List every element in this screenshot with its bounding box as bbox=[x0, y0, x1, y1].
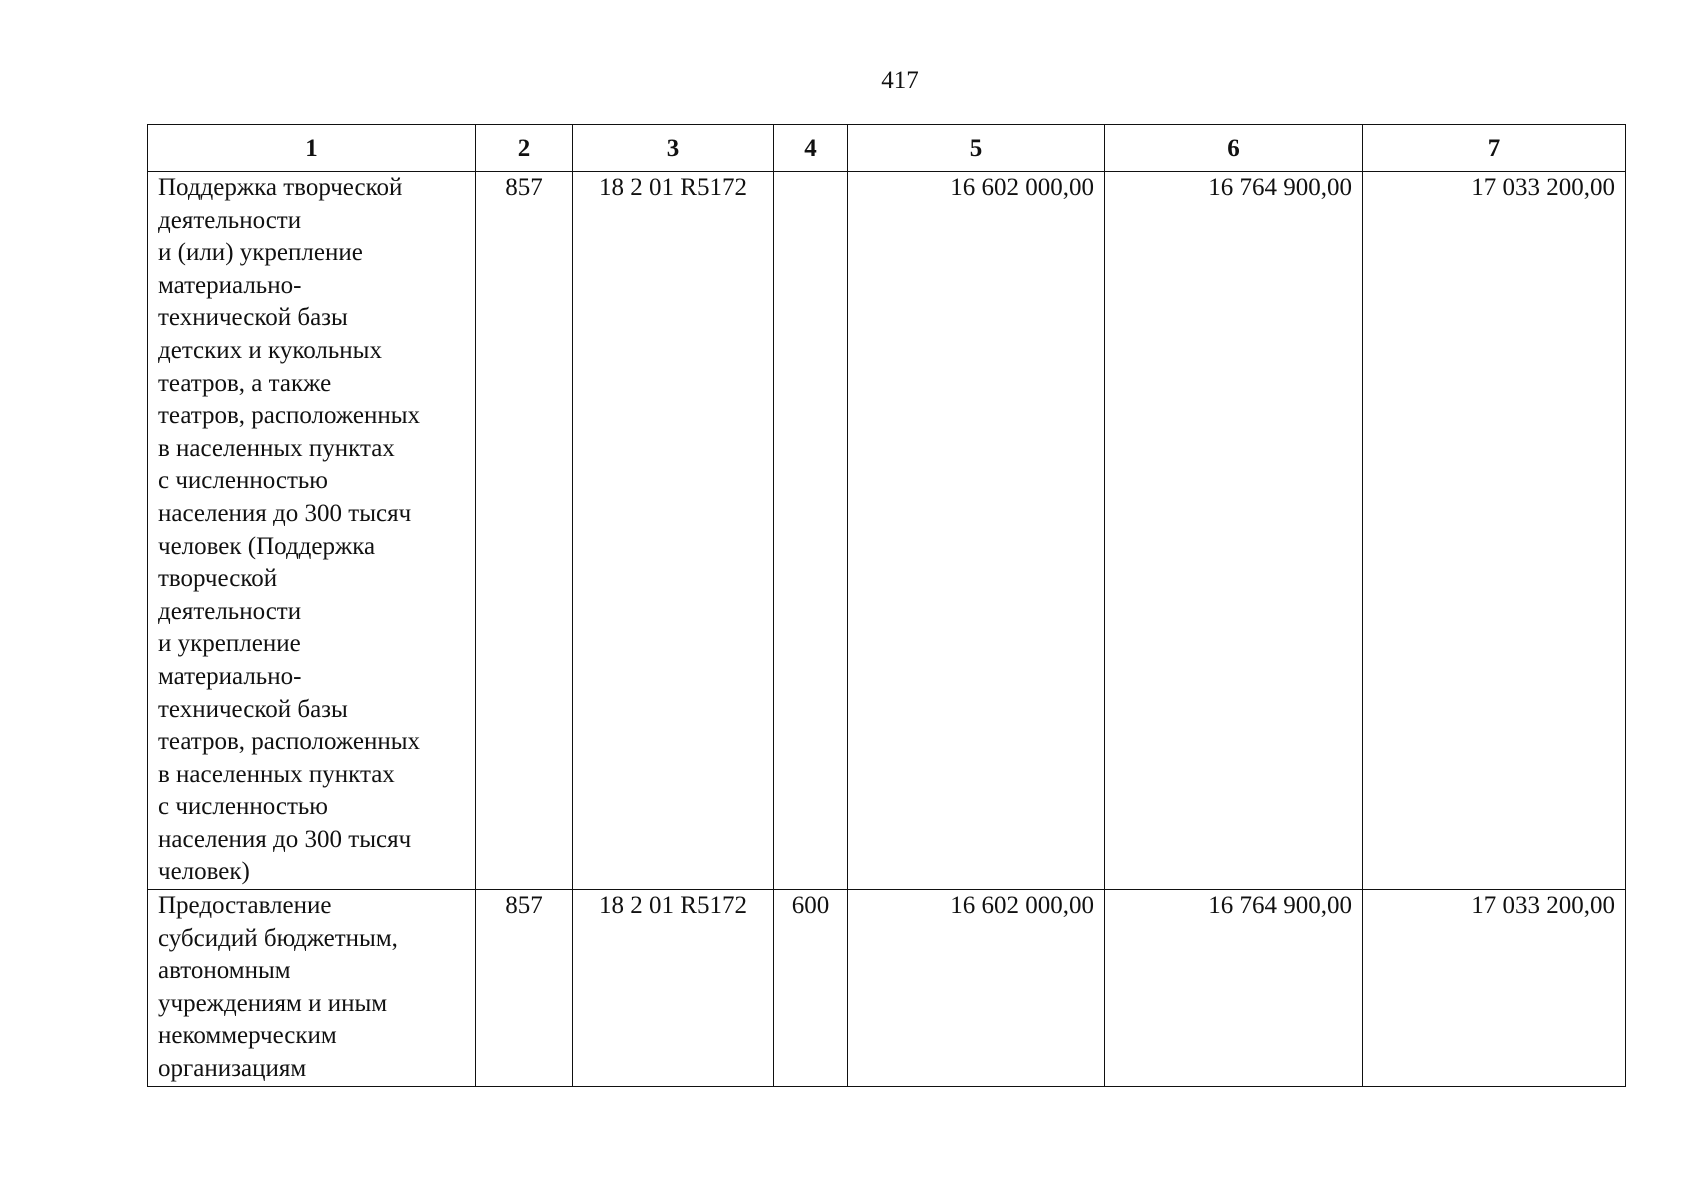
table-row bbox=[148, 890, 1626, 1087]
column-header-2: 2 bbox=[476, 125, 573, 172]
name-line: материально- bbox=[158, 271, 302, 299]
row-code-3-cell: 18 2 01 R5172 bbox=[573, 172, 774, 890]
name-line: в населенных пунктах bbox=[158, 760, 395, 788]
row-code-3-cell: 18 2 01 R5172 bbox=[573, 890, 774, 1087]
name-line: с численностью bbox=[158, 467, 328, 495]
name-line: театров, расположенных bbox=[158, 728, 420, 756]
row-code-2-cell: 857 bbox=[476, 890, 573, 1087]
name-line: с численностью bbox=[158, 793, 328, 821]
row-code-4-cell: 600 bbox=[774, 890, 848, 1087]
name-line: населения до 300 тысяч bbox=[158, 825, 412, 853]
column-header-1: 1 bbox=[148, 125, 476, 172]
row-amount-6-cell: 16 764 900,00 bbox=[1105, 172, 1363, 890]
row-code-4-cell bbox=[774, 172, 848, 890]
column-header-4: 4 bbox=[774, 125, 848, 172]
name-line: Предоставление bbox=[158, 892, 332, 920]
name-line: населения до 300 тысяч bbox=[158, 499, 412, 527]
row-name-cell bbox=[148, 890, 476, 1087]
name-line: технической базы bbox=[158, 304, 348, 332]
name-line: театров, расположенных bbox=[158, 402, 420, 430]
name-line: Поддержка творческой bbox=[158, 174, 403, 201]
name-line: детских и кукольных bbox=[158, 336, 382, 364]
header-row bbox=[148, 125, 1626, 172]
name-line: человек (Поддержка bbox=[158, 532, 376, 560]
name-line: и укрепление bbox=[158, 630, 301, 658]
name-line: человек) bbox=[158, 858, 250, 886]
column-header-3: 3 bbox=[573, 125, 774, 172]
row-code-2-cell: 857 bbox=[476, 172, 573, 890]
name-line: театров, а также bbox=[158, 369, 332, 397]
name-line: в населенных пунктах bbox=[158, 434, 395, 462]
row-amount-5-cell: 16 602 000,00 bbox=[848, 890, 1105, 1087]
name-line: технической базы bbox=[158, 695, 348, 723]
name-line: и (или) укрепление bbox=[158, 239, 363, 267]
column-header-5: 5 bbox=[848, 125, 1105, 172]
row-amount-6-cell: 16 764 900,00 bbox=[1105, 890, 1363, 1087]
name-line: деятельности bbox=[158, 597, 302, 625]
name-line: учреждениям и иным bbox=[158, 989, 388, 1017]
table-row bbox=[148, 172, 1626, 890]
name-line: автономным bbox=[158, 957, 291, 985]
name-line: субсидий бюджетным, bbox=[158, 924, 398, 952]
column-header-6: 6 bbox=[1105, 125, 1363, 172]
row-name-cell bbox=[148, 172, 476, 890]
name-line: творческой bbox=[158, 565, 278, 593]
row-amount-5-cell: 16 602 000,00 bbox=[848, 172, 1105, 890]
page-number: 417 bbox=[881, 67, 919, 94]
name-line: деятельности bbox=[158, 206, 302, 234]
name-line: некоммерческим bbox=[158, 1022, 337, 1050]
budget-table bbox=[147, 124, 1626, 1087]
row-amount-7-cell: 17 033 200,00 bbox=[1363, 172, 1626, 890]
name-line: организациям bbox=[158, 1055, 307, 1083]
column-header-7: 7 bbox=[1363, 125, 1626, 172]
row-amount-7-cell: 17 033 200,00 bbox=[1363, 890, 1626, 1087]
name-line: материально- bbox=[158, 662, 302, 690]
